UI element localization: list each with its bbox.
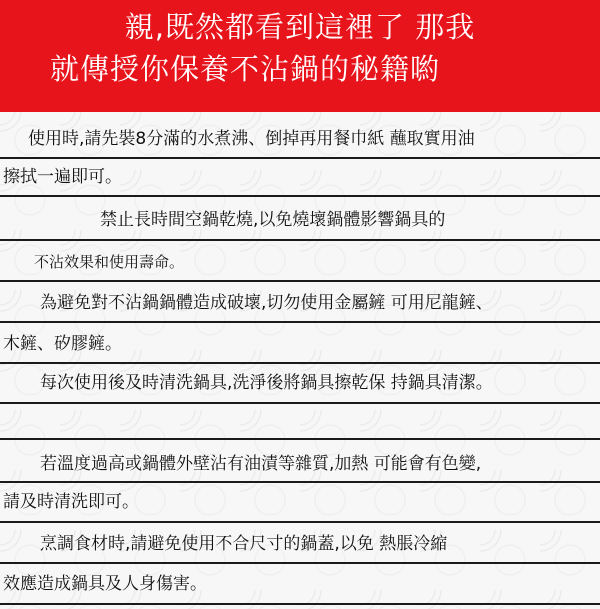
divider [0, 239, 600, 241]
instruction-line: 木鏟、矽膠鏟。 [3, 334, 122, 354]
banner-title-line-1: 親,既然都看到這裡了 那我 [124, 10, 476, 44]
instruction-line: 擦拭一遍即可。 [3, 167, 122, 187]
divider [0, 280, 600, 282]
instruction-line: 請及時清洗即可。 [3, 492, 139, 512]
divider [0, 562, 600, 564]
instruction-line: 為避免對不沾鍋鍋體造成破壞,切勿使用金屬鏟 可用尼龍鏟、 [40, 293, 493, 313]
divider [0, 157, 600, 159]
instruction-line: 若溫度過高或鍋體外壁沾有油漬等雜質,加熱 可能會有色變, [40, 454, 482, 474]
instruction-line: 禁止長時間空鍋乾燒,以免燒壞鍋體影響鍋具的 [100, 210, 446, 230]
instruction-line: 烹調食材時,請避免使用不合尺寸的鍋蓋,以免 熱脹冷縮 [40, 534, 448, 554]
divider [0, 521, 600, 523]
instruction-line: 效應造成鍋具及人身傷害。 [3, 574, 207, 594]
banner-title-line-2: 就傳授你保養不沾鍋的秘籍喲 [50, 52, 441, 86]
divider [0, 195, 600, 197]
divider [0, 321, 600, 323]
instruction-line: 使用時,請先裝8分滿的水煮沸、倒掉再用餐巾紙 蘸取實用油 [28, 129, 475, 149]
instruction-line: 每次使用後及時清洗鍋具,洗淨後將鍋具擦乾保 持鍋具清潔。 [40, 373, 493, 393]
instruction-line: 不沾效果和使用壽命。 [34, 253, 185, 271]
divider [0, 481, 600, 483]
header-banner [0, 0, 600, 112]
divider [0, 438, 600, 440]
divider [0, 402, 600, 404]
divider [0, 603, 600, 605]
divider [0, 362, 600, 364]
